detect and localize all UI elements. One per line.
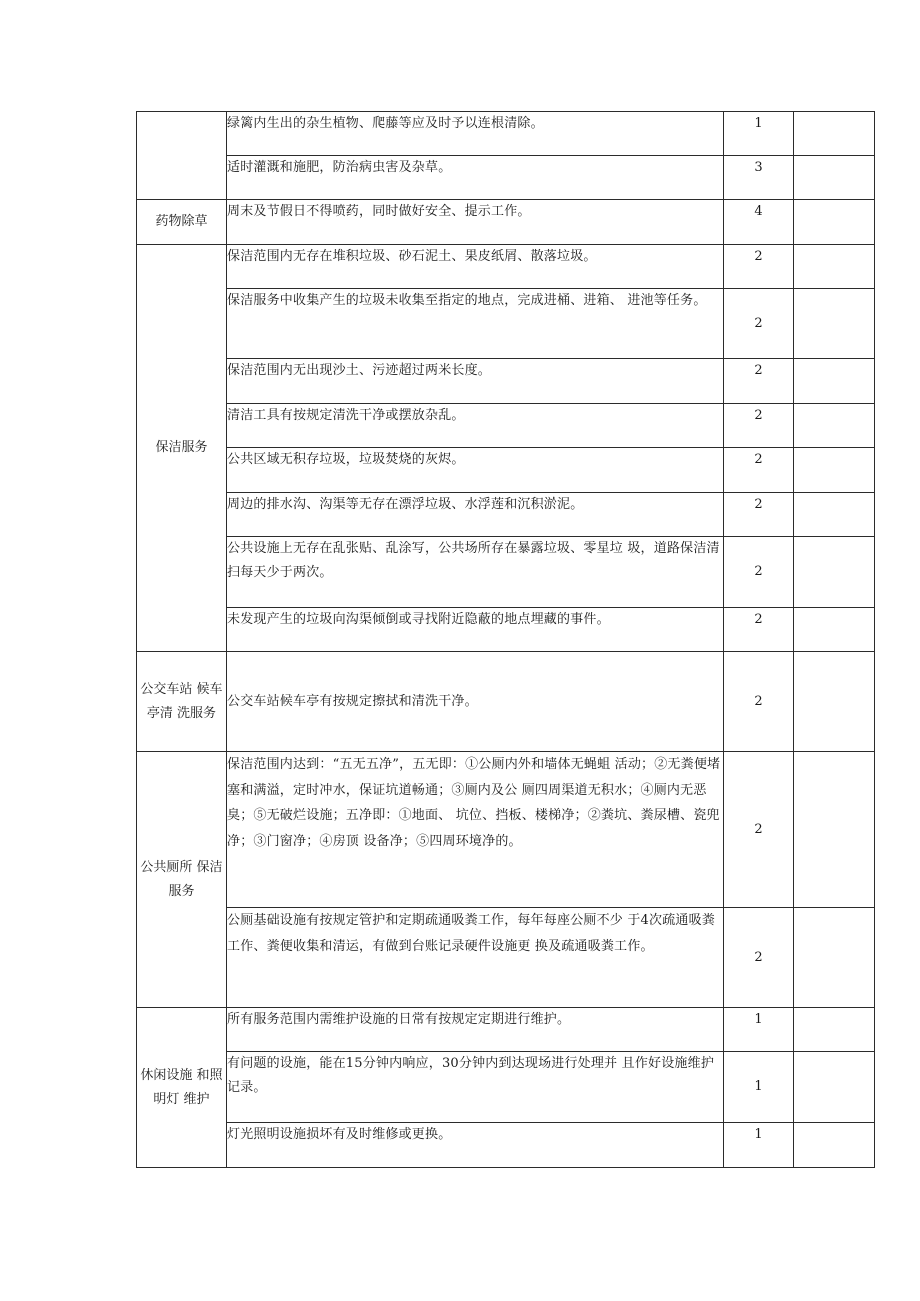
description-cell: 公交车站候车亭有按规定擦拭和清洗干净。 xyxy=(227,652,724,752)
remarks-cell xyxy=(794,752,875,908)
remarks-cell xyxy=(794,1052,875,1123)
score-cell: 2 xyxy=(724,537,794,608)
category-cell: 公共厕所 保洁服务 xyxy=(137,752,227,1008)
table-row xyxy=(137,200,875,245)
score-cell: 3 xyxy=(724,156,794,200)
score-cell: 2 xyxy=(724,908,794,1008)
score-cell: 1 xyxy=(724,1008,794,1052)
table-row xyxy=(137,1123,875,1168)
remarks-cell xyxy=(794,112,875,156)
table-row xyxy=(137,608,875,652)
remarks-cell xyxy=(794,608,875,652)
remarks-cell xyxy=(794,652,875,752)
remarks-cell xyxy=(794,1123,875,1168)
score-cell: 1 xyxy=(724,1052,794,1123)
score-cell: 2 xyxy=(724,245,794,289)
remarks-cell xyxy=(794,908,875,1008)
description-cell: 所有服务范围内需维护设施的日常有按规定定期进行维护。 xyxy=(227,1008,724,1052)
description-cell: 保洁范围内达到：“五无五净”，五无即：①公厕内外和墙体无蝇蛆 活动；②无粪便堵塞和满溢，定时冲水，保证坑道畅通；③厕内及公 厕四周渠道无积水；④厕内无恶臭；⑤无破烂设施；五净即：①地面、 坑位、挡板、楼梯净；②粪坑、粪尿槽、瓷兜净；③门窗净；④房顶 设备净；⑤四周环境净的。 xyxy=(227,752,724,908)
remarks-cell xyxy=(794,359,875,404)
remarks-cell xyxy=(794,289,875,359)
table-row xyxy=(137,289,875,359)
description-cell: 保洁服务中收集产生的垃圾未收集至指定的地点，完成进桶、进箱、 进池等任务。 xyxy=(227,289,724,359)
description-cell: 适时灌溉和施肥，防治病虫害及杂草。 xyxy=(227,156,724,200)
description-cell: 公共设施上无存在乱张贴、乱涂写，公共场所存在暴露垃圾、零星垃 圾，道路保洁清扫每天少于两次。 xyxy=(227,537,724,608)
score-cell: 2 xyxy=(724,448,794,493)
table-row xyxy=(137,245,875,289)
remarks-cell xyxy=(794,493,875,537)
score-cell: 2 xyxy=(724,359,794,404)
description-cell: 有问题的设施，能在15分钟内响应，30分钟内到达现场进行处理并 且作好设施维护记录。 xyxy=(227,1052,724,1123)
table-row xyxy=(137,1052,875,1123)
remarks-cell xyxy=(794,200,875,245)
score-cell: 1 xyxy=(724,112,794,156)
score-cell: 2 xyxy=(724,404,794,448)
category-cell: 药物除草 xyxy=(137,200,227,245)
remarks-cell xyxy=(794,156,875,200)
score-cell: 2 xyxy=(724,752,794,908)
table-row xyxy=(137,493,875,537)
table-row xyxy=(137,908,875,1008)
remarks-cell xyxy=(794,537,875,608)
description-cell: 清洁工具有按规定清洗干净或摆放杂乱。 xyxy=(227,404,724,448)
description-cell: 保洁范围内无出现沙土、污迹超过两米长度。 xyxy=(227,359,724,404)
score-cell: 4 xyxy=(724,200,794,245)
table-row xyxy=(137,752,875,908)
table-row xyxy=(137,112,875,156)
description-cell: 公厕基础设施有按规定管护和定期疏通吸粪工作，每年每座公厕不少 于4次疏通吸粪工作、粪便收集和清运，有做到台账记录硬件设施更 换及疏通吸粪工作。 xyxy=(227,908,724,1008)
table-row xyxy=(137,448,875,493)
remarks-cell xyxy=(794,1008,875,1052)
score-cell: 2 xyxy=(724,289,794,359)
description-cell: 公共区域无积存垃圾，垃圾焚烧的灰烬。 xyxy=(227,448,724,493)
category-cell xyxy=(137,112,227,200)
description-cell: 周边的排水沟、沟渠等无存在漂浮垃圾、水浮莲和沉积淤泥。 xyxy=(227,493,724,537)
score-cell: 2 xyxy=(724,652,794,752)
description-cell: 绿篱内生出的杂生植物、爬藤等应及时予以连根清除。 xyxy=(227,112,724,156)
table-row xyxy=(137,156,875,200)
table-row xyxy=(137,537,875,608)
table-row xyxy=(137,652,875,752)
score-cell: 1 xyxy=(724,1123,794,1168)
category-cell: 公交车站 候车亭清 洗服务 xyxy=(137,652,227,752)
description-cell: 未发现产生的垃圾向沟渠倾倒或寻找附近隐蔽的地点埋藏的事件。 xyxy=(227,608,724,652)
score-cell: 2 xyxy=(724,493,794,537)
description-cell: 灯光照明设施损坏有及时维修或更换。 xyxy=(227,1123,724,1168)
description-cell: 保洁范围内无存在堆积垃圾、砂石泥土、果皮纸屑、散落垃圾。 xyxy=(227,245,724,289)
table-row xyxy=(137,1008,875,1052)
table-row xyxy=(137,404,875,448)
remarks-cell xyxy=(794,245,875,289)
remarks-cell xyxy=(794,404,875,448)
remarks-cell xyxy=(794,448,875,493)
description-cell: 周末及节假日不得喷药，同时做好安全、提示工作。 xyxy=(227,200,724,245)
score-cell: 2 xyxy=(724,608,794,652)
assessment-table xyxy=(136,111,875,1168)
table-row xyxy=(137,359,875,404)
category-cell: 休闲设施 和照明灯 维护 xyxy=(137,1008,227,1168)
category-cell: 保洁服务 xyxy=(137,245,227,652)
